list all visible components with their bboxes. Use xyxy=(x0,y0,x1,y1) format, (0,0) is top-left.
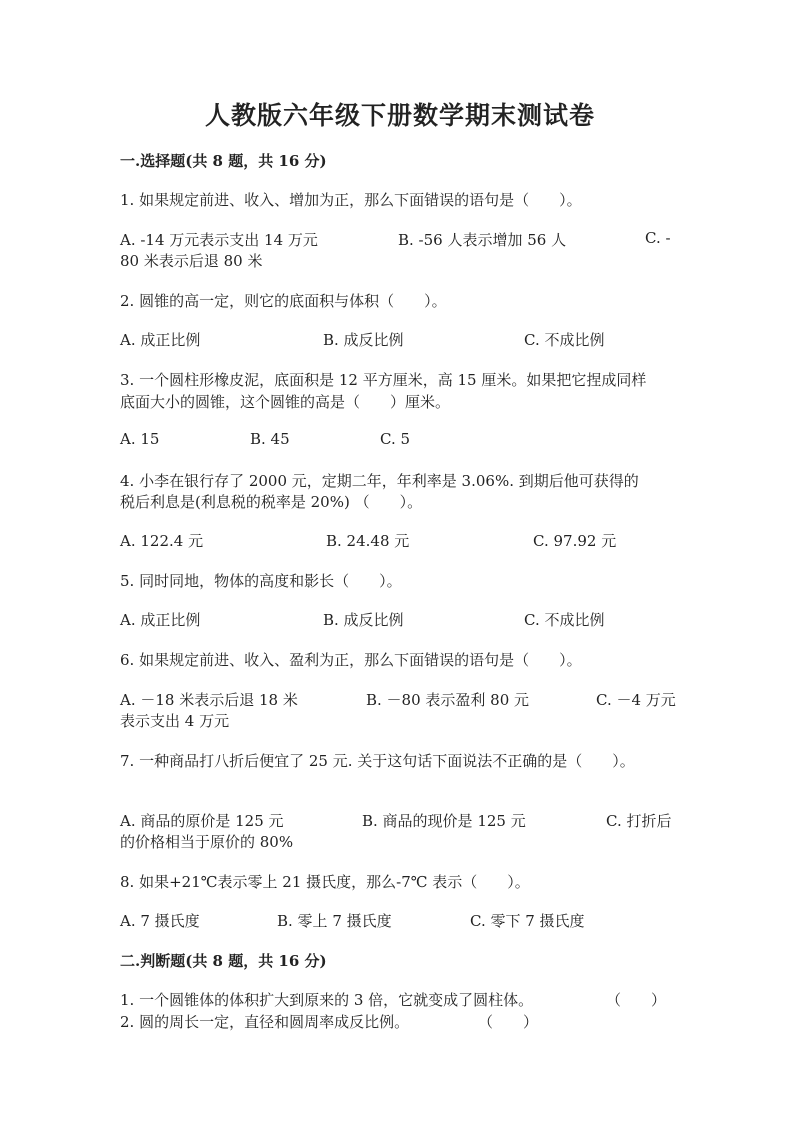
question-4-option-c: C. 97.92 元 xyxy=(533,532,617,550)
question-5-option-b: B. 成反比例 xyxy=(323,611,404,629)
question-2-option-a: A. 成正比例 xyxy=(120,331,201,349)
question-2-option-c: C. 不成比例 xyxy=(524,331,605,349)
question-6-option-b: B. －80 表示盈利 80 元 xyxy=(366,691,530,709)
question-5-option-a: A. 成正比例 xyxy=(120,611,201,629)
question-8-option-c: C. 零下 7 摄氏度 xyxy=(470,912,585,930)
judge-2-answer-blank: （ ） xyxy=(478,1013,539,1031)
question-2-option-b: B. 成反比例 xyxy=(323,331,404,349)
question-4-option-b: B. 24.48 元 xyxy=(326,532,410,550)
question-2-stem: 2. 圆锥的高一定，则它的底面积与体积（ ）。 xyxy=(120,292,447,310)
question-1-option-c-continued: 80 米表示后退 80 米 xyxy=(120,252,263,270)
question-1-option-c: C. - xyxy=(645,229,671,247)
question-7-option-b: B. 商品的现价是 125 元 xyxy=(362,812,526,830)
question-1-stem: 1. 如果规定前进、收入、增加为正，那么下面错误的语句是（ ）。 xyxy=(120,191,582,209)
question-4-option-a: A. 122.4 元 xyxy=(120,532,204,550)
question-7-option-c: C. 打折后 xyxy=(606,812,672,830)
section-heading-choice: 一.选择题(共 8 题，共 16 分) xyxy=(120,152,327,170)
question-5-option-c: C. 不成比例 xyxy=(524,611,605,629)
question-6-option-a: A. －18 米表示后退 18 米 xyxy=(120,691,298,709)
question-3-option-b: B. 45 xyxy=(250,430,290,448)
question-6-stem: 6. 如果规定前进、收入、盈利为正，那么下面错误的语句是（ ）。 xyxy=(120,651,582,669)
question-8-option-b: B. 零上 7 摄氏度 xyxy=(277,912,392,930)
question-6-option-c-continued: 表示支出 4 万元 xyxy=(120,712,230,730)
question-7-option-c-continued: 的价格相当于原价的 80% xyxy=(120,833,294,851)
question-3-stem-line-1: 3. 一个圆柱形橡皮泥，底面积是 12 平方厘米，高 15 厘米。如果把它捏成同样 xyxy=(120,371,647,389)
question-3-stem-line-2: 底面大小的圆锥，这个圆锥的高是（ ）厘米。 xyxy=(120,393,451,411)
question-4-stem-line-2: 税后利息是(利息税的税率是 20%) （ ）。 xyxy=(120,493,423,511)
judge-1-stem: 1. 一个圆锥体的体积扩大到原来的 3 倍，它就变成了圆柱体。 xyxy=(120,991,534,1009)
question-6-option-c: C. －4 万元 xyxy=(596,691,676,709)
section-heading-true-false: 二.判断题(共 8 题，共 16 分) xyxy=(120,952,327,970)
judge-1-answer-blank: （ ） xyxy=(606,991,667,1009)
question-7-stem: 7. 一种商品打八折后便宜了 25 元. 关于这句话下面说法不正确的是（ ）。 xyxy=(120,752,635,770)
question-7-option-a: A. 商品的原价是 125 元 xyxy=(120,812,284,830)
question-1-option-b: B. -56 人表示增加 56 人 xyxy=(398,231,567,249)
question-4-stem-line-1: 4. 小李在银行存了 2000 元，定期二年，年利率是 3.06%. 到期后他可获得的 xyxy=(120,472,639,490)
question-8-stem: 8. 如果+21℃表示零上 21 摄氏度，那么-7℃ 表示（ ）。 xyxy=(120,873,530,891)
judge-2-stem: 2. 圆的周长一定，直径和圆周率成反比例。 xyxy=(120,1013,410,1031)
question-1-option-a: A. -14 万元表示支出 14 万元 xyxy=(120,231,318,249)
page-title: 人教版六年级下册数学期末测试卷 xyxy=(204,101,595,130)
question-8-option-a: A. 7 摄氏度 xyxy=(120,912,200,930)
question-5-stem: 5. 同时同地，物体的高度和影长（ ）。 xyxy=(120,572,402,590)
question-3-option-c: C. 5 xyxy=(380,430,411,448)
question-3-option-a: A. 15 xyxy=(120,430,160,448)
